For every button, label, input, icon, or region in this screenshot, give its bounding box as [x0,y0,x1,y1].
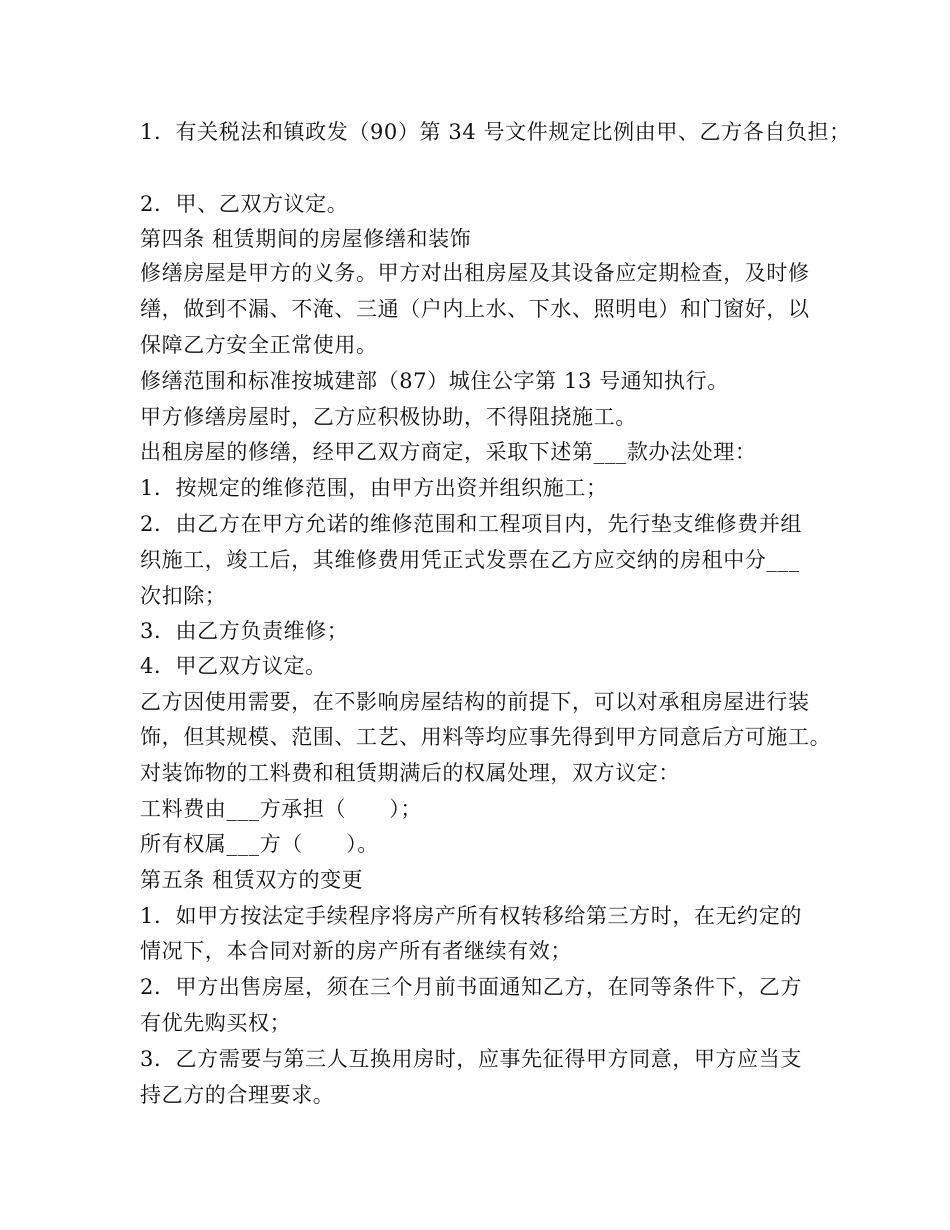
doc-line: 2．甲方出售房屋，须在三个月前书面通知乙方，在同等条件下，乙方 [140,975,802,999]
doc-line: 次扣除； [140,584,227,608]
doc-line: 2．甲、乙双方议定。 [140,192,349,216]
doc-line: 织施工，竣工后，其维修费用凭正式发票在乙方应交纳的房租中分___ [140,548,800,572]
doc-line: 修缮房屋是甲方的义务。甲方对出租房屋及其设备应定期检查，及时修 [140,261,810,285]
doc-line: 情况下，本合同对新的房产所有者继续有效； [140,939,572,963]
doc-line: 持乙方的合理要求。 [140,1083,335,1107]
doc-line: 1．按规定的维修范围，由甲方出资并组织施工； [140,476,608,500]
doc-line: 缮，做到不漏、不淹、三通（户内上水、下水、照明电）和门窗好，以 [140,297,810,321]
doc-line: 2．由乙方在甲方允诺的维修范围和工程项目内，先行垫支维修费并组 [140,512,802,536]
section-heading-5: 第五条 租赁双方的变更 [140,868,364,892]
doc-line: 3．乙方需要与第三人互换用房时，应事先征得甲方同意，甲方应当支 [140,1047,802,1071]
doc-line: 工料费由___方承担（ ）； [140,797,422,821]
doc-line: 出租房屋的修缮，经甲乙双方商定，采取下述第___款办法处理： [140,440,757,464]
section-heading-4: 第四条 租赁期间的房屋修缮和装饰 [140,227,472,251]
doc-line: 修缮范围和标准按城建部（87）城住公字第 13 号通知执行。 [140,369,729,393]
doc-line: 饰，但其规模、范围、工艺、用料等均应事先得到甲方同意后方可施工。 [140,725,832,749]
doc-line: 甲方修缮房屋时，乙方应积极协助，不得阻挠施工。 [140,405,637,429]
doc-line: 乙方因使用需要，在不影响房屋结构的前提下，可以对承租房屋进行装 [140,690,810,714]
doc-line: 所有权属___方（ ）。 [140,832,379,856]
doc-line: 有优先购买权； [140,1011,292,1035]
doc-line: 1．有关税法和镇政发（90）第 34 号文件规定比例由甲、乙方各自负担； [140,120,851,144]
doc-line: 3．由乙方负责维修； [140,619,349,643]
doc-line: 1．如甲方按法定手续程序将房产所有权转移给第三方时，在无约定的 [140,904,802,928]
doc-line: 4．甲乙双方议定。 [140,654,327,678]
doc-line: 保障乙方安全正常使用。 [140,333,378,357]
doc-line: 对装饰物的工料费和租赁期满后的权属处理，双方议定： [140,761,680,785]
